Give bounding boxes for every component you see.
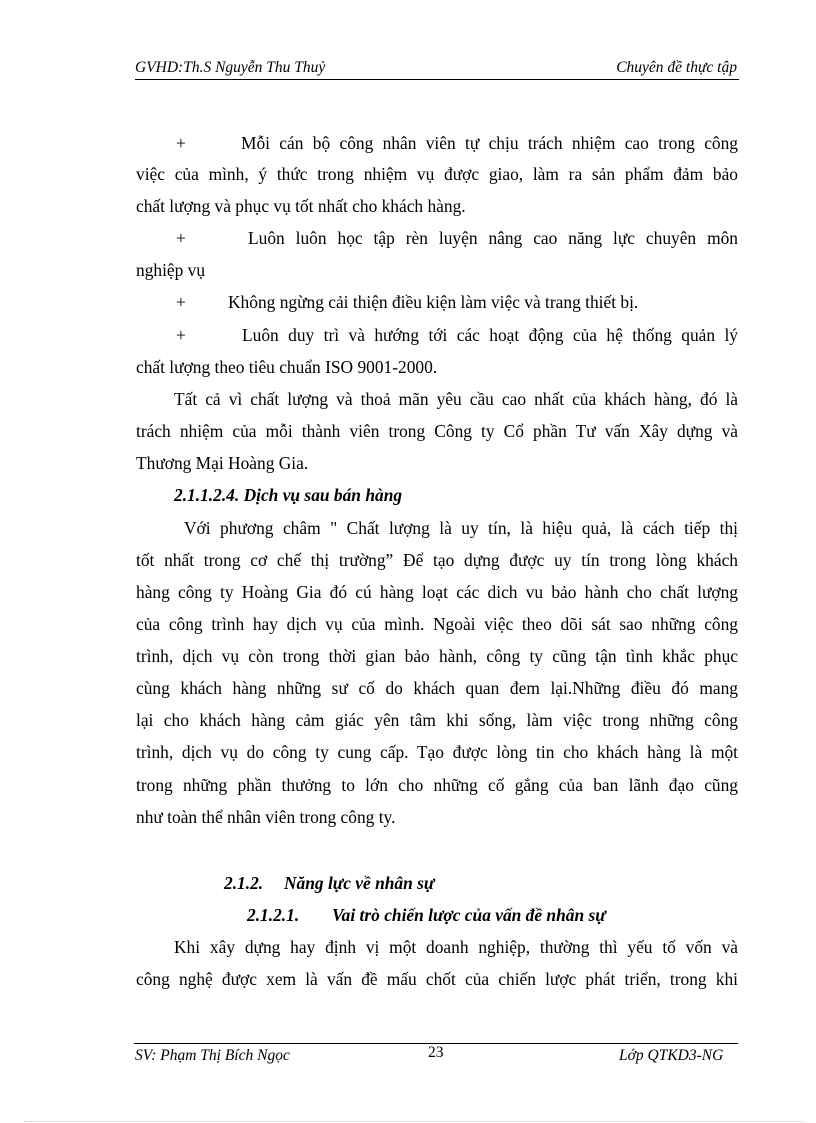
p6-line7: lại cho khách hàng cảm giác yên tâm khi sống, làm việc trong những công <box>136 710 738 730</box>
p1-line1: Mỗi cán bộ công nhân viên tự chịu trách nhiệm cao trong công <box>241 133 738 153</box>
p4-line2: chất lượng theo tiêu chuẩn ISO 9001-2000. <box>136 357 438 377</box>
p6-line8: trình, dịch vụ do công ty cung cấp. Tạo được lòng tin cho khách hàng là một <box>136 742 738 762</box>
p6-line9: trong những phần thưởng to lớn cho những cố gắng của ban lãnh đạo cũng <box>136 775 738 795</box>
subsection-heading: Vai trò chiến lược của vấn đề nhân sự <box>332 905 606 925</box>
header-doc-title: Chuyên đề thực tập <box>616 59 737 76</box>
footer-class: Lớp QTKD3-NG <box>619 1047 724 1064</box>
p3-line1: Không ngừng cải thiện điều kiện làm việc và trang thiết bị. <box>228 292 639 312</box>
bullet-marker: + <box>176 228 186 248</box>
p6-line5: trình, dịch vụ còn trong thời gian bảo hành, công ty cũng tận tình khắc phục <box>136 646 738 666</box>
page-edge <box>24 1121 804 1122</box>
bullet-marker: + <box>176 325 186 345</box>
p1-line2: việc của mình, ý thức trong nhiệm vụ được giao, làm ra sản phẩm đảm bảo <box>136 164 738 184</box>
p2-line2: nghiệp vụ <box>136 260 206 280</box>
p5-line3: Thương Mại Hoàng Gia. <box>136 453 309 473</box>
p6-line3: hàng công ty Hoàng Gia đó cú hàng loạt các dich vu bảo hành cho chất lượng <box>136 582 738 602</box>
p5-line2: trách nhiệm của mỗi thành viên trong Công ty Cổ phần Tư vấn Xây dựng và <box>136 421 738 441</box>
p4-line1: Luôn duy trì và hướng tới các hoạt động của hệ thống quản lý <box>242 325 738 345</box>
section-number: 2.1.2. <box>224 873 264 893</box>
p6-line2: tốt nhất trong cơ chế thị trường” Để tạo dựng được uy tín trong lòng khách <box>136 550 738 570</box>
subsection-number: 2.1.2.1. <box>247 905 300 925</box>
section-heading: Năng lực về nhân sự <box>284 873 435 893</box>
footer-student: SV: Phạm Thị Bích Ngọc <box>135 1047 290 1064</box>
bullet-marker: + <box>176 292 186 312</box>
section-heading: 2.1.1.2.4. Dịch vụ sau bán hàng <box>174 485 403 505</box>
p7-line2: công nghệ được xem là vấn đề mấu chốt của chiến lược phát triển, trong khi <box>136 969 738 989</box>
p6-line6: cùng khách hàng những sư cố do khách quan đem lại.Những điều đó mang <box>136 678 738 698</box>
page-header <box>135 57 739 80</box>
page-number: 23 <box>428 1044 444 1061</box>
p5-line1: Tất cả vì chất lượng và thoả mãn yêu cầu cao nhất của khách hàng, đó là <box>174 389 738 409</box>
p6-line1: Với phương châm " Chất lượng là uy tín, là hiệu quả, là cách tiếp thị <box>184 518 738 538</box>
header-advisor: GVHD:Th.S Nguyễn Thu Thuỷ <box>135 59 326 76</box>
p1-line3: chất lượng và phục vụ tốt nhất cho khách hàng. <box>136 196 466 216</box>
p2-line1: Luôn luôn học tập rèn luyện nâng cao năng lực chuyên môn <box>248 228 738 248</box>
p6-line4: của công trình hay dịch vụ của mình. Ngoài việc theo dõi sát sao những công <box>136 614 738 634</box>
p7-line1: Khi xây dựng hay định vị một doanh nghiệp, thường thì yếu tố vốn và <box>174 937 738 957</box>
p6-line10: như toàn thể nhân viên trong công ty. <box>136 807 396 827</box>
bullet-marker: + <box>176 133 186 153</box>
